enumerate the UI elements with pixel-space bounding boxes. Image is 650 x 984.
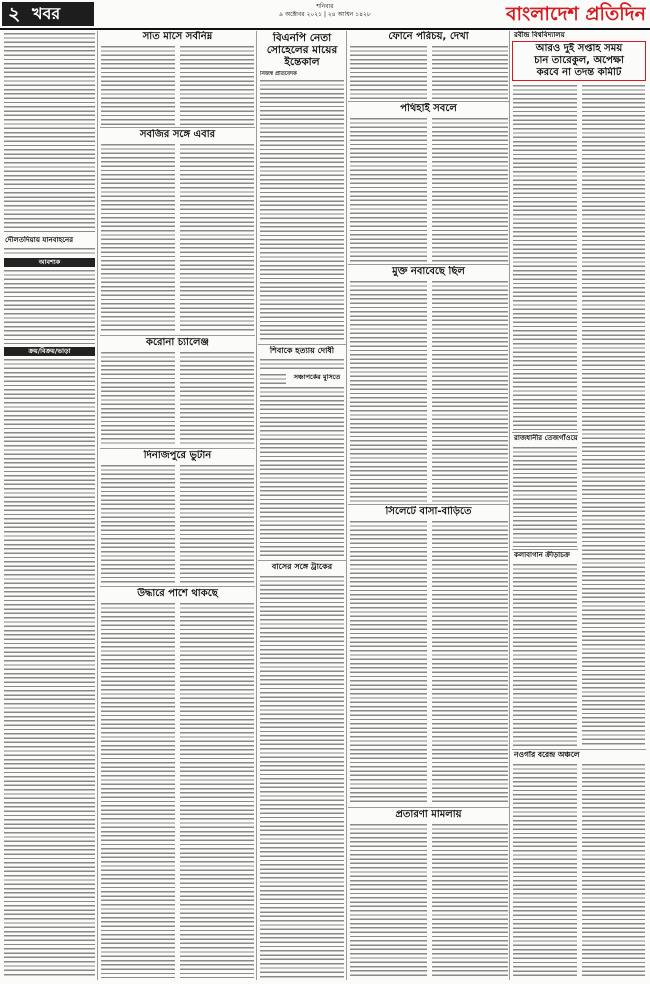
article-rule	[100, 448, 255, 449]
article-rule	[348, 504, 509, 505]
article-rule	[512, 749, 646, 750]
article-body	[101, 144, 175, 333]
article-headline: করোনা চ্যালেঞ্জ	[146, 337, 209, 348]
article-rule	[348, 807, 509, 808]
article-rule	[100, 586, 255, 587]
article-body	[350, 824, 427, 978]
issue-date: ৯ অক্টোবর ২০২১ | ২৪ আশ্বিন ১৪২৮	[279, 11, 371, 18]
article-rule	[348, 264, 509, 265]
article-body	[260, 359, 344, 372]
article-headline: দৌলতদিয়ায় যানবাহনের	[5, 236, 74, 244]
article-body	[350, 46, 427, 99]
lead-kicker: রবীন্দ্র বিশ্ববিদ্যালয়	[514, 31, 565, 39]
article-rule	[512, 549, 578, 550]
lead-headline-block	[258, 32, 346, 70]
article-body	[180, 465, 254, 584]
article-body	[350, 521, 427, 805]
article-headline: প্রতারণা মামলায়	[395, 809, 462, 820]
lead-headline-line: করবে না তদন্ত কমিটি	[536, 67, 622, 78]
article-subheadline: সঞ্চাপর্কের মুসিতে	[293, 374, 341, 381]
article-headline: সাত মাসে সর্বনিম্ন	[142, 31, 213, 42]
article-headline: পথিহাই সবলে	[400, 103, 457, 114]
article-body	[432, 824, 508, 978]
classified-ads	[4, 270, 95, 344]
newspaper-logo: বাংলাদেশ প্রতিদিন	[505, 3, 646, 25]
lead-headline-line: ইন্তেকাল	[284, 56, 320, 68]
article-headline: নওগাঁর বরেন্দ্র অঞ্চলে	[514, 751, 580, 759]
article-body	[582, 764, 645, 978]
article-body	[432, 281, 508, 502]
article-headline: সিলেটে বাসা-বাড়িতে	[385, 506, 472, 517]
article-body	[432, 521, 508, 805]
issue-date-block	[245, 3, 405, 25]
lead-headline-line: আরও দুই সপ্তাহ সময়	[535, 43, 623, 54]
article-headline: শিবাকে হত্যায় দোষী	[269, 346, 335, 355]
article-headline: বাসের সঙ্গে ট্রাকের	[271, 562, 333, 571]
article-headline: কলাবাগান ক্রীড়াচক্র	[514, 551, 570, 559]
article-body	[4, 33, 95, 234]
article-body	[513, 764, 577, 978]
lead-headline-line: সোহেলের মায়ের	[266, 44, 338, 56]
article-body	[432, 46, 508, 99]
issue-day: শনিবার	[316, 3, 334, 10]
article-body	[513, 447, 577, 547]
article-body	[180, 144, 254, 333]
article-body	[513, 564, 577, 747]
article-headline: উদ্ধারে পাশে থাকছে	[137, 588, 218, 599]
article-body	[513, 85, 577, 430]
column-divider	[509, 31, 510, 980]
article-rule	[100, 127, 255, 128]
article-headline: রাজধানীর তেজগাঁওয়ে	[514, 434, 578, 442]
lead-headline-line: বিএনপি নেতা	[272, 32, 332, 44]
lead-headline-line: চান তারেকুল, অপেক্ষা	[534, 55, 624, 66]
article-body	[432, 118, 508, 262]
article-body	[260, 576, 344, 978]
article-headline: ফোনে পরিচয়, দেখা	[388, 31, 469, 42]
article-body	[101, 352, 175, 446]
article-body	[4, 248, 95, 255]
article-byline: নিজস্ব প্রতিবেদক	[260, 71, 297, 77]
article-body	[180, 46, 254, 125]
article-body	[350, 118, 427, 262]
article-body	[582, 85, 645, 747]
article-headline: দিনাজপুরে ভুটান	[143, 450, 212, 461]
article-body	[101, 465, 175, 584]
article-rule	[100, 335, 255, 336]
article-headline: মুক্ত নবাবেছে ছিল	[392, 266, 465, 277]
page-number: ২	[8, 3, 21, 25]
article-body	[350, 281, 427, 502]
article-rule	[348, 101, 509, 102]
column-divider	[346, 31, 347, 980]
article-rule	[258, 344, 346, 345]
article-body	[260, 80, 344, 342]
section-header-wanted: আবশ্যক	[4, 258, 95, 267]
page-number-box	[2, 2, 94, 26]
article-body	[260, 374, 286, 384]
column-divider	[256, 31, 257, 980]
article-body	[260, 387, 344, 558]
lead-headline-box	[512, 41, 646, 81]
article-headline: সবজির সঙ্গে এবার	[139, 129, 216, 140]
masthead-rule	[0, 28, 650, 30]
article-body	[180, 603, 254, 978]
section-name: খবর	[32, 4, 61, 23]
section-header-classifieds: ক্রয়/বিক্রয়/ভাড়া	[4, 347, 95, 356]
article-body	[180, 352, 254, 446]
article-rule	[512, 432, 578, 433]
column-divider	[97, 31, 98, 980]
article-body	[101, 46, 175, 125]
classified-ads	[4, 359, 95, 978]
article-rule	[258, 560, 346, 561]
article-body	[101, 603, 175, 978]
